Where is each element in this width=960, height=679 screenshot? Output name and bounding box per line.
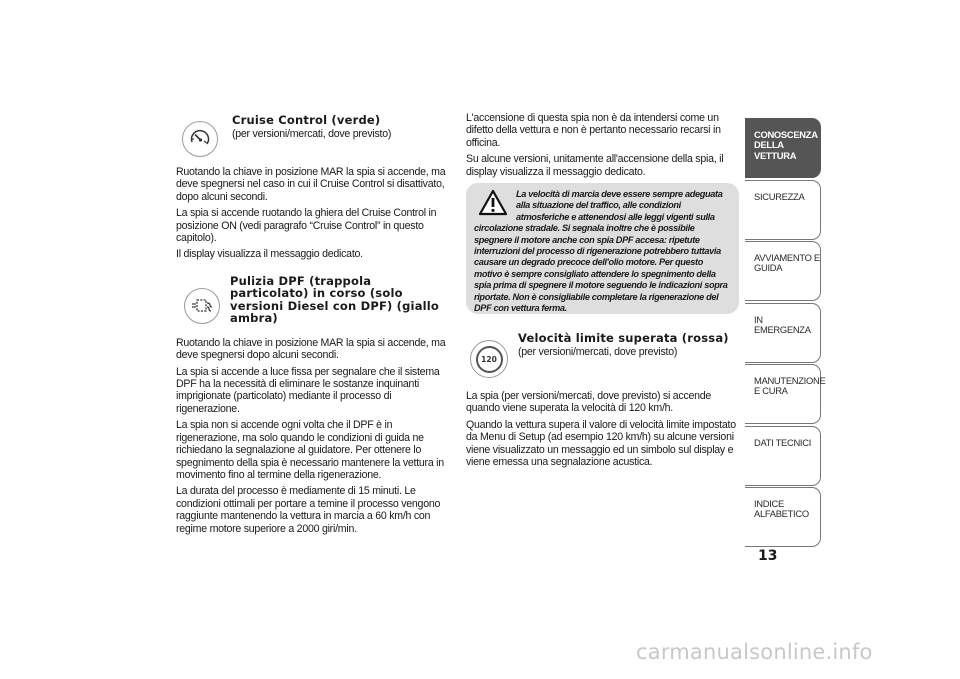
- tab-dati-tecnici[interactable]: [745, 426, 821, 486]
- dpf-paragraph-2: La spia si accende a luce fissa per segnalare che il sistema DPF ha la necessità di eliminare le sostanze inquinanti imprigionate (particolato) mediante il processo di rigenerazione.: [176, 365, 440, 415]
- dpf-title: Pulizia DPF (trappola particolato) in corso (solo versioni Diesel con DPF) (giallo ambra): [230, 273, 440, 326]
- tab-label: SICUREZZA: [754, 190, 805, 202]
- dpf-paragraph-3: La spia non si accende ogni volta che il DPF è in rigenerazione, ma solo quando le condizioni di guida ne richiedano la segnalazione al guidatore. Per ottenere lo spegnimento della spia è necessario mantenere la vettura in movimento fino al termine della rigenerazione.: [176, 419, 444, 481]
- speed-limit-paragraph-1: La spia (per versioni/mercati, dove previsto) si accende quando viene superata la velocità di 120 km/h.: [466, 390, 712, 415]
- speed-limit-title: Velocità limite superata (rossa): [518, 331, 729, 345]
- dpf-paragraph-4: La durata del processo è mediamente di 15 minuti. Le condizioni ottimali per portare a temine il processo vengono raggiunte mantenendo la vettura in marcia a 60 km/h con regime motore superiore a 2000 giri/min.: [176, 485, 441, 535]
- warning-text: [474, 189, 732, 314]
- page-number: 13: [758, 548, 778, 564]
- tab-label: MANUTENZIONE E CURA: [754, 375, 826, 397]
- tab-label: DATI TECNICI: [754, 436, 811, 448]
- tab-indice-alfabetico[interactable]: [745, 487, 821, 547]
- speed-limit-subtitle: (per versioni/mercati, dove previsto): [518, 345, 678, 358]
- dpf-icon-circle: [184, 288, 220, 324]
- speed-limit-icon-circle: [470, 340, 508, 378]
- warning-box: [466, 183, 739, 314]
- cruise-control-icon: [188, 127, 212, 151]
- speed-limit-section: [466, 330, 740, 472]
- intro-paragraph-1: L'accensione di questa spia non è da intendersi come un difetto della vettura e non è pertanto necessario recarsi in officina.: [466, 112, 721, 149]
- cruise-control-icon-circle: [182, 121, 218, 157]
- tab-label: IN EMERGENZA: [754, 313, 811, 335]
- cruise-control-header: [174, 112, 450, 166]
- right-column: [466, 112, 740, 182]
- cruise-control-paragraph-2: La spia si accende ruotando la ghiera del Cruise Control in posizione ON (vedi paragrafo “Cruise Control” in questo capitolo).: [176, 207, 437, 245]
- warning-text-content: La velocità di marcia deve essere sempre adeguata alla situazione del traffico, alle condizioni atmosferiche e attenendosi alle leggi vigenti sulla circolazione stradale. Si segnala inoltre che è possibile spegnere il motore anche con spia DPF accesa: ripetute interruzioni del processo di rigenerazione potrebbero tuttavia causare un degrado precoce dell'olio motore. Per questo motivo è sempre consigliato attendere lo spegnimento della spia prima di spegnere il motore seguendo le indicazioni sopra riportate. Non è consigliabile completare la rigenerazione del DPF con vettura ferma.: [474, 189, 728, 314]
- tab-manutenzione-e-cura[interactable]: [745, 364, 826, 424]
- cruise-control-paragraph-3: Il display visualizza il messaggio dedicato.: [176, 248, 363, 261]
- dpf-header: [176, 275, 450, 337]
- dpf-icon: [190, 294, 214, 318]
- tab-label: CONOSCENZA DELLA VETTURA: [754, 129, 818, 161]
- cruise-control-subtitle: (per versioni/mercati, dove previsto): [232, 127, 392, 140]
- tab-in-emergenza[interactable]: [745, 303, 821, 363]
- intro-paragraph-2: Su alcune versioni, unitamente all'accensione della spia, il display visualizza il messaggio dedicato.: [466, 153, 724, 178]
- tab-avviamento-e-guida[interactable]: [745, 241, 821, 301]
- dpf-paragraph-1: Ruotando la chiave in posizione MAR la spia si accende, ma deve spegnersi dopo alcuni secondi.: [176, 336, 446, 362]
- speed-limit-header: [466, 330, 740, 390]
- cruise-control-paragraph-1: Ruotando la chiave in posizione MAR la spia si accende, ma deve spegnersi nel caso in cui il Cruise Control si disattivato, dopo alcuni secondi.: [176, 166, 446, 203]
- watermark: carmanualsonline.info: [636, 640, 873, 664]
- speed-limit-icon: 120: [476, 346, 503, 373]
- cruise-control-title: Cruise Control (verde): [232, 113, 381, 127]
- tab-conoscenza-della-vettura[interactable]: [745, 118, 821, 178]
- tab-label: INDICE ALFABETICO: [754, 498, 809, 520]
- tab-label: AVVIAMENTO E GUIDA: [754, 252, 820, 274]
- speed-limit-paragraph-2: Quando la vettura supera il valore di velocità limite impostato da Menu di Setup (ad esempio 120 km/h) su alcune versioni viene visualizzato un messaggio ed un simbolo sul display e viene emessa una segnalazione acustica.: [466, 418, 736, 469]
- chapter-tabs: [745, 118, 826, 549]
- tab-sicurezza[interactable]: [745, 180, 821, 240]
- left-column: [176, 112, 450, 539]
